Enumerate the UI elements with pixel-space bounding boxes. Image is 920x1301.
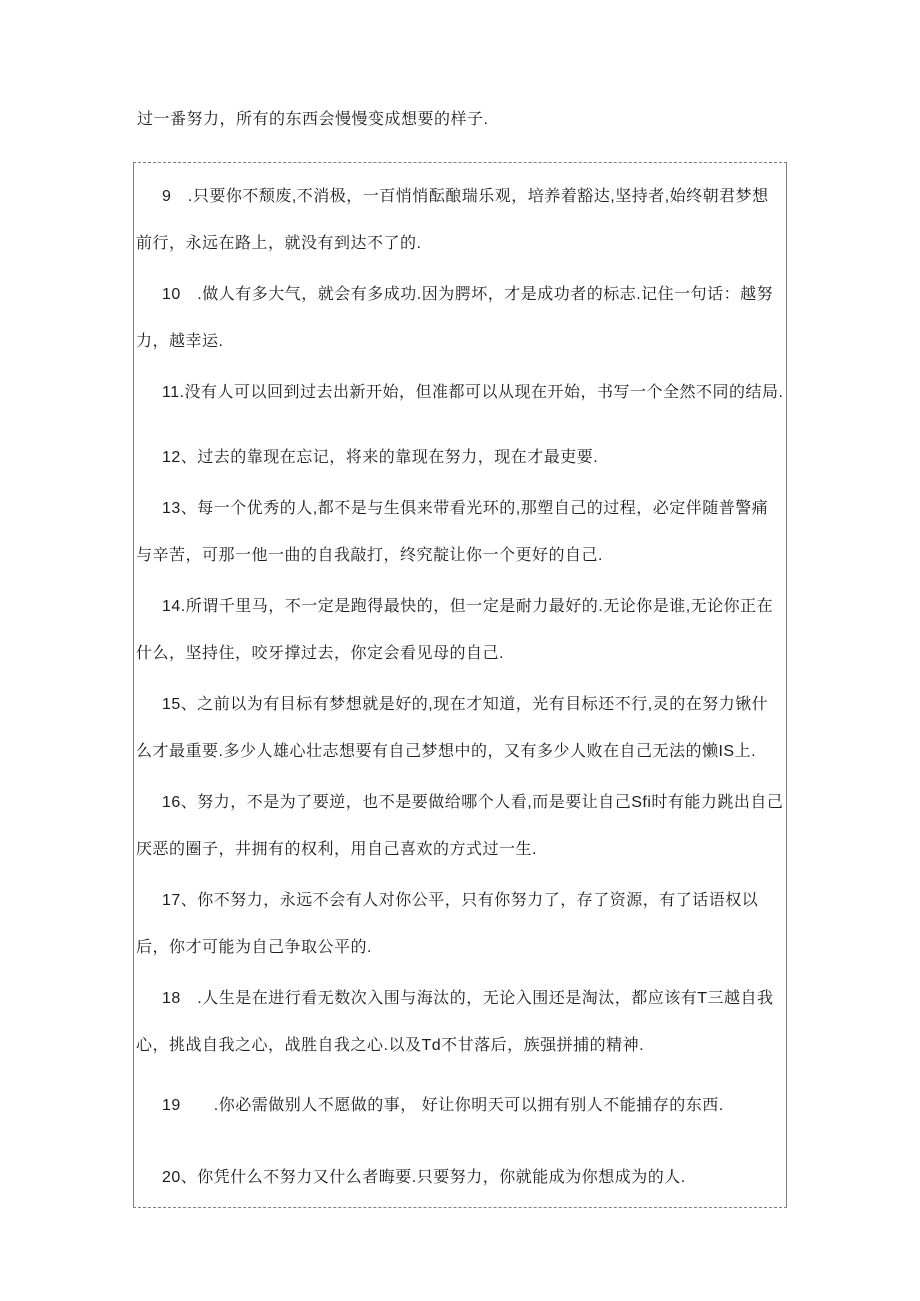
quote-item-16: 16、努力，不是为了要逆，也不是要做给哪个人看,而是要让自己Sfi时有能力跳出自己厌恶的圈子，井拥有的权利，用自己喜欢的方式过一生. [136, 794, 784, 858]
quote-item-9: 9 .只要你不颓废,不消极，一百悄悄酝酿瑞乐观，培养着豁达,坚持者,始终朝君梦想前行，永远在路上，就没有到达不了的. [136, 188, 769, 252]
quote-item-13: 13、每一个优秀的人,都不是与生俱来带看光环的,那塑自己的过程，必定伴随普警痛与辛苦，可那一他一曲的自我敲打，终究靛让你一个更好的自己. [136, 500, 769, 564]
quote-item-18: 18 .人生是在进行看无数次入围与海汰的，无论入围还是淘汰，都应该有T三越自我心，挑战自我之心，战胜自我之心.以及Td不甘落后，族强拼捕的精神. [136, 990, 774, 1054]
quote-item-17: 17、你不努力，永远不会有人对你公平，只有你努力了，存了资源，有了话语权以后，你才可能为自己争取公平的. [136, 892, 759, 956]
intro-paragraph: 过一番努力，所有的东西会慢慢变成想要的样子. [137, 111, 489, 128]
quote-item-20: 20、你凭什么不努力又什么者晦要.只要努力，你就能成为你想成为的人. [162, 1169, 686, 1186]
quote-item-14: 14.所谓千里马，不一定是跑得最快的，但一定是耐力最好的.无论你是谁,无论你正在什么，坚持住，咬牙撑过去，你定会看见母的自己. [136, 598, 774, 662]
quote-item-12: 12、过去的靠现在忘记，将来的靠现在努力，现在才最吏要. [162, 449, 599, 466]
quote-item-19: 19 .你必需做别人不愿做的事， 好让你明天可以拥有别人不能捕存的东西. [162, 1097, 724, 1114]
quote-box [133, 162, 787, 1208]
quote-item-15: 15、之前以为有目标有梦想就是好的,现在才知道，光有目标还不行,灵的在努力锹什么才最重要.多少人雄心壮志想要有自己梦想中的，又有多少人败在自己无法的懒IS上. [136, 696, 769, 760]
quote-item-10: 10 .做人有多大气，就会有多成功.因为腭坏，才是成功者的标志.记住一句话：越努力，越幸运. [136, 286, 774, 350]
quote-item-11: 11.没有人可以回到过去出新开始，但准都可以从现在开始，书写一个全然不同的结局. [162, 384, 784, 401]
